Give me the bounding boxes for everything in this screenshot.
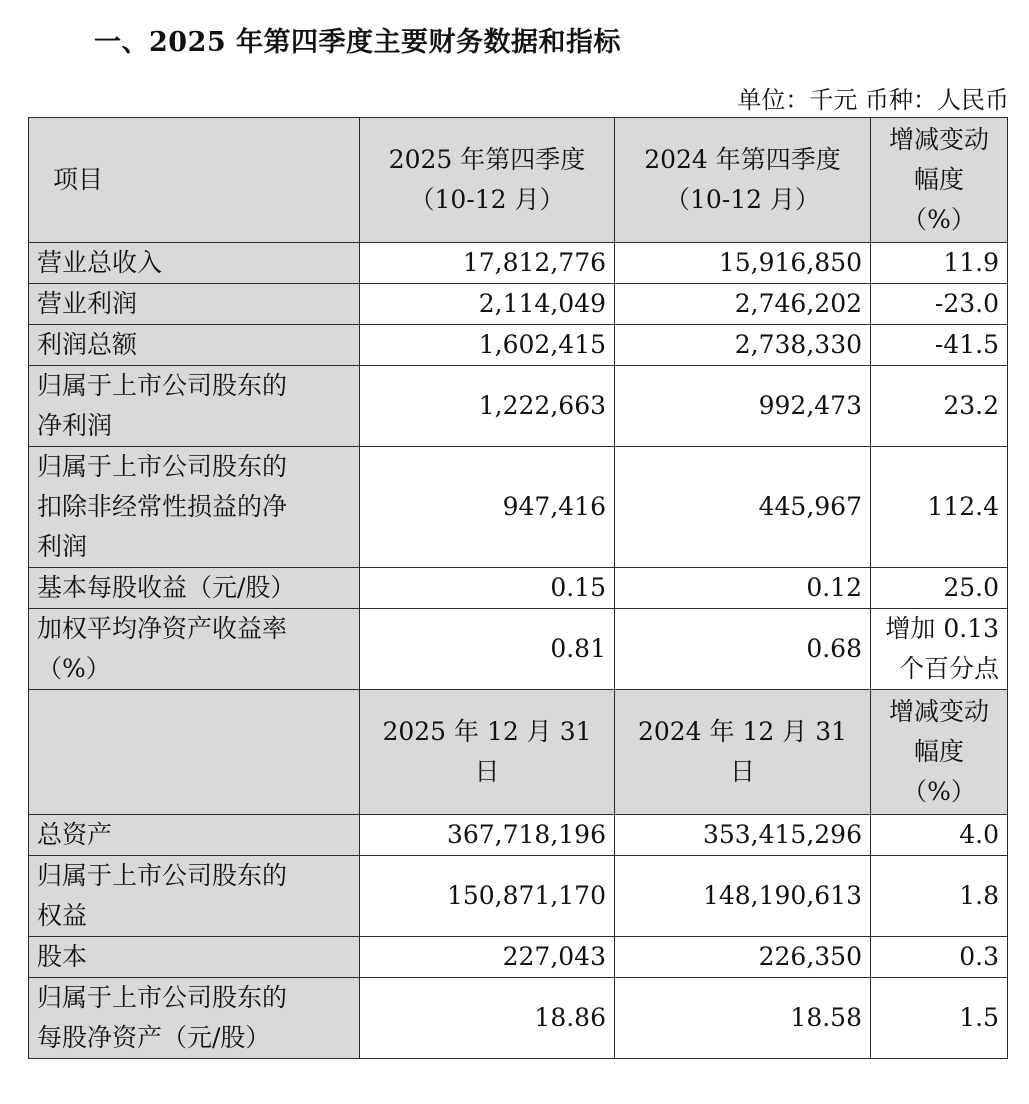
header-text: 2024 年第四季度: [644, 145, 841, 174]
v2025-cell: 1,602,415: [360, 325, 615, 366]
row-label: 权益: [37, 901, 88, 930]
header-text: （10-12 月）: [664, 185, 821, 214]
change-cell: [871, 568, 1008, 609]
change-cell: [871, 815, 1008, 856]
change-value: 个百分点: [898, 654, 999, 683]
header-text: 2025 年第四季度: [388, 145, 586, 174]
table-row: [29, 937, 1008, 978]
header-col2-cell: [360, 690, 615, 815]
header-text: （%）: [902, 205, 976, 234]
financial-table: [28, 117, 1008, 1059]
v2024-cell: 0.68: [615, 609, 871, 690]
table-row: [29, 325, 1008, 366]
header-col3-cell: [615, 118, 871, 243]
change-cell: [871, 243, 1008, 284]
change-cell: [871, 366, 1008, 447]
row-label: 营业总收入: [37, 248, 163, 277]
header-text: （%）: [902, 777, 976, 806]
header-text: 2024 年 12 月 31 日: [637, 717, 848, 786]
change-value: -41.5: [934, 330, 999, 359]
row-label: 利润总额: [37, 330, 138, 359]
header-text: （10-12 月）: [409, 185, 565, 214]
v2025-cell: 0.15: [360, 568, 615, 609]
header-item-cell: 项目: [29, 118, 360, 243]
v2025-cell: 227,043: [360, 937, 615, 978]
header-text: 幅度: [913, 165, 964, 194]
v2024-cell: 226,350: [615, 937, 871, 978]
table-row: [29, 568, 1008, 609]
change-value: 112.4: [927, 492, 999, 521]
change-value: 0.3: [959, 942, 999, 971]
change-cell: [871, 856, 1008, 937]
section-title: 一、2025 年第四季度主要财务数据和指标: [94, 27, 622, 58]
table-row: [29, 609, 1008, 690]
table-row: [29, 815, 1008, 856]
row-label: 加权平均净资产收益率: [37, 614, 288, 643]
change-value: 1.5: [959, 1003, 999, 1032]
row-label: 归属于上市公司股东的: [37, 861, 288, 890]
header2-row: [29, 690, 1008, 815]
v2024-cell: 2,738,330: [615, 325, 871, 366]
row-label-cell: [29, 568, 360, 609]
v2024-cell: 15,916,850: [615, 243, 871, 284]
v2025-cell: 1,222,663: [360, 366, 615, 447]
v2025-cell: 17,812,776: [360, 243, 615, 284]
row-label: 营业利润: [37, 289, 138, 318]
v2024-cell: 148,190,613: [615, 856, 871, 937]
header-col4-cell: [871, 118, 1008, 243]
row-label-cell: [29, 447, 360, 568]
row-label-cell: [29, 937, 360, 978]
row-label: 扣除非经常性损益的净: [37, 492, 288, 521]
table-row: [29, 856, 1008, 937]
row-label-cell: [29, 325, 360, 366]
v2025-cell: 150,871,170: [360, 856, 615, 937]
v2025-cell: 367,718,196: [360, 815, 615, 856]
v2024-cell: 445,967: [615, 447, 871, 568]
row-label-cell: [29, 366, 360, 447]
table-row: [29, 243, 1008, 284]
v2025-cell: 2,114,049: [360, 284, 615, 325]
change-cell: [871, 284, 1008, 325]
unit-note: 单位：千元 币种：人民币: [737, 86, 1009, 114]
header-col3-cell: [615, 690, 871, 815]
v2025-cell: 947,416: [360, 447, 615, 568]
v2024-cell: 353,415,296: [615, 815, 871, 856]
row-label: 归属于上市公司股东的: [37, 983, 288, 1012]
change-cell: [871, 325, 1008, 366]
change-value: 25.0: [943, 573, 999, 602]
change-value: -23.0: [934, 289, 999, 318]
header-col4-cell: [871, 690, 1008, 815]
header-text: 2025 年 12 月 31 日: [382, 717, 592, 786]
row-label-cell: [29, 284, 360, 325]
change-cell: [871, 978, 1008, 1059]
table-row: [29, 366, 1008, 447]
table-row: [29, 447, 1008, 568]
row-label: 归属于上市公司股东的: [37, 371, 288, 400]
row-label: （%）: [37, 654, 111, 683]
v2024-cell: 2,746,202: [615, 284, 871, 325]
row-label: 每股净资产（元/股）: [37, 1023, 271, 1052]
header-text: 增减变动: [888, 125, 989, 154]
v2024-cell: 18.58: [615, 978, 871, 1059]
row-label: 归属于上市公司股东的: [37, 452, 288, 481]
row-label: 净利润: [37, 411, 113, 440]
table-row: [29, 284, 1008, 325]
table-row: [29, 978, 1008, 1059]
row-label-cell: [29, 978, 360, 1059]
header-text: 幅度: [913, 737, 964, 766]
header-text: 增减变动: [888, 697, 989, 726]
header-col2-cell: [360, 118, 615, 243]
change-value: 1.8: [959, 881, 999, 910]
change-value: 4.0: [959, 820, 999, 849]
change-value: 11.9: [943, 248, 999, 277]
header1-row: [29, 118, 1008, 243]
change-value: 23.2: [943, 391, 999, 420]
v2024-cell: 992,473: [615, 366, 871, 447]
row-label: 基本每股收益（元/股）: [37, 573, 296, 602]
v2025-cell: 0.81: [360, 609, 615, 690]
row-label-cell: [29, 815, 360, 856]
row-label: 利润: [37, 532, 88, 561]
row-label: 股本: [37, 942, 88, 971]
row-label: 总资产: [37, 820, 113, 849]
change-cell: [871, 447, 1008, 568]
change-cell: [871, 937, 1008, 978]
v2025-cell: 18.86: [360, 978, 615, 1059]
row-label-cell: [29, 243, 360, 284]
change-cell: [871, 609, 1008, 690]
change-value: 增加 0.13: [885, 614, 999, 643]
header-item-cell: [29, 690, 360, 815]
row-label-cell: [29, 609, 360, 690]
v2024-cell: 0.12: [615, 568, 871, 609]
row-label-cell: [29, 856, 360, 937]
